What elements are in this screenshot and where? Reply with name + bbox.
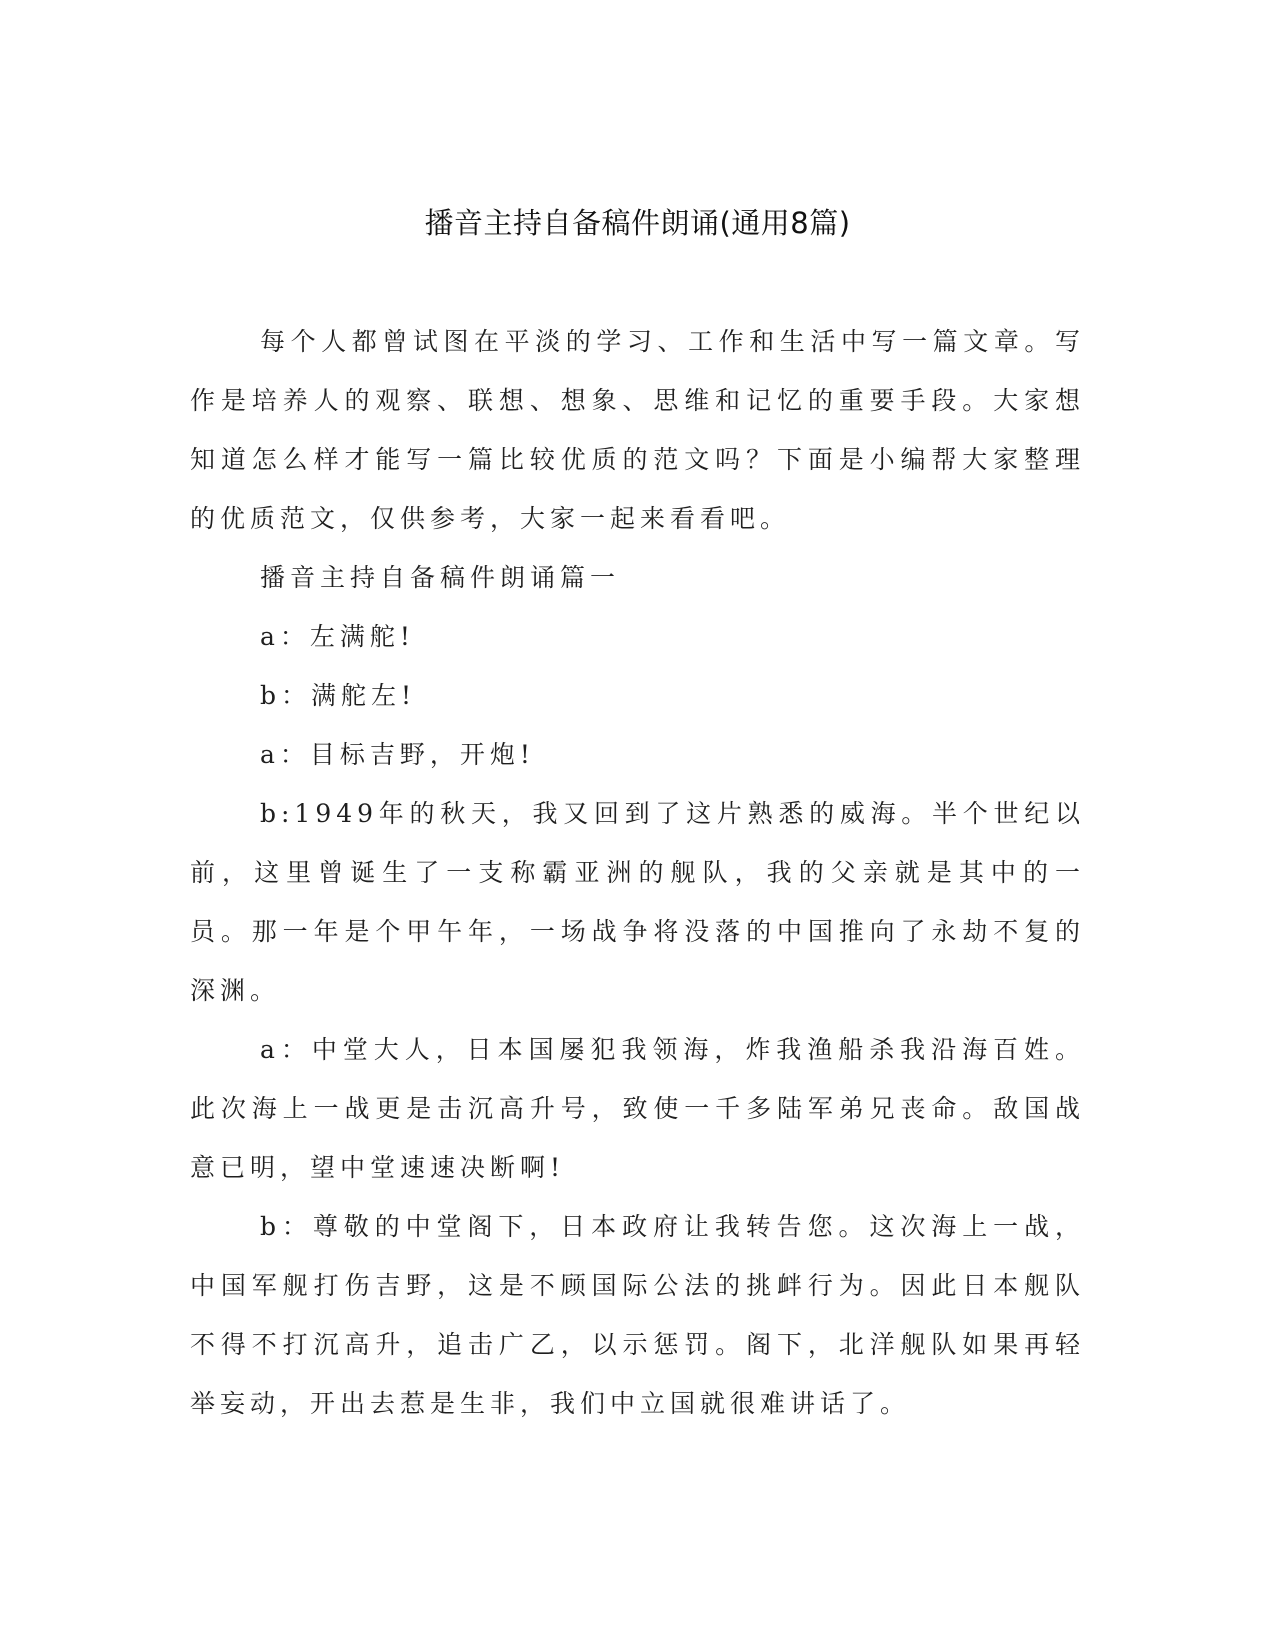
dialogue-paragraph: b:1949年的秋天，我又回到了这片熟悉的威海。半个世纪以前，这里曾诞生了一支称霸亚洲的舰队，我的父亲就是其中的一员。那一年是个甲午年，一场战争将没落的中国推向了永劫不复的深渊。: [190, 799, 1085, 1005]
dialogue-paragraph: a：中堂大人，日本国屡犯我领海，炸我渔船杀我沿海百姓。此次海上一战更是击沉高升号，致使一千多陆军弟兄丧命。敌国战意已明，望中堂速速决断啊!: [190, 1035, 1085, 1182]
intro-paragraph: 每个人都曾试图在平淡的学习、工作和生活中写一篇文章。写作是培养人的观察、联想、想象、思维和记忆的重要手段。大家想知道怎么样才能写一篇比较优质的范文吗？下面是小编帮大家整理的优质范文，仅供参考，大家一起来看看吧。: [190, 327, 1085, 533]
document-body: [190, 312, 1085, 1433]
dialogue-line: a：目标吉野，开炮!: [260, 740, 535, 769]
section-heading: 播音主持自备稿件朗诵篇一: [260, 563, 621, 592]
dialogue-line: a：左满舵!: [260, 622, 415, 651]
dialogue-line: b：满舵左!: [260, 681, 417, 710]
dialogue-paragraph: b：尊敬的中堂阁下，日本政府让我转告您。这次海上一战，中国军舰打伤吉野，这是不顾国际公法的挑衅行为。因此日本舰队不得不打沉高升，追击广乙，以示惩罚。阁下，北洋舰队如果再轻举妄动，开出去惹是生非，我们中立国就很难讲话了。: [190, 1212, 1085, 1418]
document-title: 播音主持自备稿件朗诵(通用8篇): [424, 206, 851, 240]
